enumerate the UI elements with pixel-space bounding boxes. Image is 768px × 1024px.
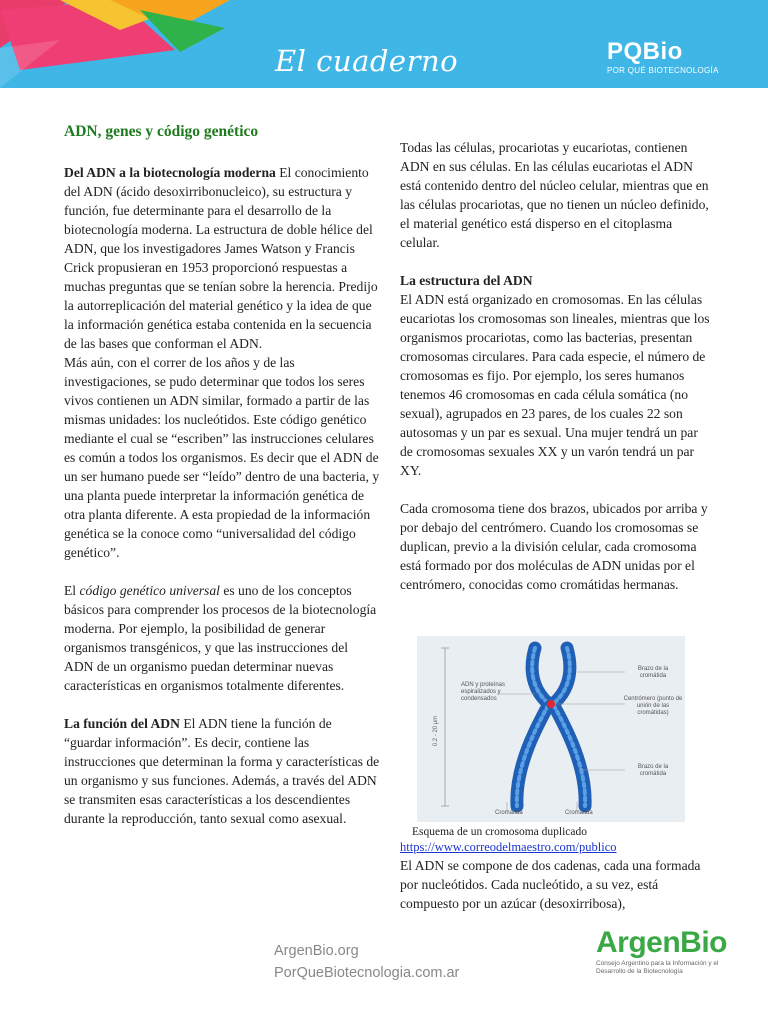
header-title: El cuaderno [275, 44, 459, 78]
article-heading: ADN, genes y código genético [64, 123, 259, 140]
paragraph-text: El ADN tiene la función de “guardar información”. Es decir, contiene las instrucciones que determinan la forma y características de un organismo y sus funciones. Además, a través del ADN se transmiten esas características a los descendientes durante la reproducción, tanto sexual como asexual. [64, 716, 380, 826]
paragraph-text: El [64, 583, 80, 598]
footer-site-argenbio[interactable]: ArgenBio.org [274, 943, 359, 959]
source-link[interactable]: https://www.correodelmaestro.com/publico [400, 840, 617, 854]
logo-sub-text: POR QUÉ BIOTECNOLOGÍA [607, 66, 719, 75]
paragraph [64, 714, 380, 828]
label-brazo-top: Brazo de la cromátida [637, 666, 669, 679]
paragraph: Cada cromosoma tiene dos brazos, ubicados por arriba y por debajo del centrómero. Cuando los cromosomas se duplican, previo a la división celular, cada cromosoma está formado por dos moléculas de ADN unidas por el centrómero, conocidas como cromátidas hermanas. [400, 501, 708, 592]
header-banner [0, 0, 768, 88]
decorative-shapes [0, 0, 240, 88]
section-heading: La estructura del ADN [400, 273, 533, 288]
scale-label: 0.2 - 20 µm [433, 715, 439, 747]
chromosome-illustration [417, 636, 685, 822]
argenbio-logo [596, 926, 736, 976]
argenbio-brand: ArgenBio [596, 926, 727, 959]
column-right [400, 138, 710, 594]
paragraph-text: El conocimiento del ADN (ácido desoxirribonucleico), su estructura y función, fue determinante para el desarrollo de la biotecnología moderna. La estructura de doble hélice del ADN, que los investigadores James Watson y Francis Crick propusieran en 1953 proporcionó respuestas a muchas preguntas que se tenían sobre la herencia. Predijo la autorreplicación del material genético y la idea de que la información genética estaba contenida en la secuencia de las bases que conforman el ADN. [64, 165, 378, 351]
paragraph [64, 581, 380, 695]
footer-sites [274, 940, 459, 984]
footer-site-pqbio[interactable]: PorQueBiotecnologia.com.ar [274, 965, 460, 981]
column-left [64, 163, 380, 828]
paragraph: El ADN se compone de dos cadenas, cada una formada por nucleótidos. Cada nucleótido, a su vez, está compuesto por un azúcar (desoxirribosa), [400, 858, 701, 911]
paragraph [64, 163, 380, 353]
pqbio-logo [607, 40, 719, 75]
centromere-dot [547, 700, 555, 708]
figure-caption: Esquema de un cromosoma duplicado [412, 826, 588, 838]
paragraph: Más aún, con el correr de los años y de las investigaciones, se pudo determinar que todos los seres vivos contienen un ADN similar, formado a partir de las mismas unidades: los nucleótidos. Este código genético mediante el cual se “escriben” las instrucciones celulares es común a todos los organismos. Es decir que el ADN de un ser humano puede ser “leído” dentro de una bacteria, y una planta puede interpretar la información genética de otra planta diferente. A esta propiedad de la información genética se la conoce como “universalidad del código genético”. [64, 355, 380, 560]
label-centromero: Centrómero (punto de unión de las cromátidas) [623, 696, 683, 716]
section-heading: Del ADN a la biotecnología moderna [64, 165, 276, 180]
column-right-bottom [400, 856, 710, 913]
emphasis-text: código genético universal [79, 583, 220, 598]
paragraph-text: es uno de los conceptos básicos para comprender los procesos de la biotecnología moderna. Por ejemplo, la posibilidad de generar organismos transgénicos, y que las instrucciones del ADN de un organismo puedan determinar nuevas características en organismos totalmente diferentes. [64, 583, 377, 693]
label-brazo-bottom: Brazo de la cromátida [637, 764, 669, 777]
label-cromatida-left: Cromátida [495, 810, 523, 816]
paragraph: El ADN está organizado en cromosomas. En las células eucariotas los cromosomas son lineales, mientras que los organismos procariotas, como las bacterias, presentan cromosomas circulares. Para cada especie, el número de cromosomas es fijo. Por ejemplo, los seres humanos tenemos 46 cromosomas en cada célula somática (no sexual), agrupados en 23 pares, de los cuales 22 son autosomas y un par es sexual. Una mujer tendrá un par de cromosomas sexuales XX y un varón tendrá un par XY. [400, 292, 710, 478]
label-adn: ADN y proteínas espiralizados y condensados [461, 682, 506, 702]
section-heading: La función del ADN [64, 716, 180, 731]
chromosome-figure [417, 636, 685, 822]
argenbio-subtitle: Consejo Argentino para la Información y el Desarrollo de la Biotecnología [596, 960, 719, 975]
logo-main-text: PQBio [607, 38, 683, 65]
label-cromatida-right: Cromátida [565, 810, 593, 816]
paragraph: Todas las células, procariotas y eucariotas, contienen ADN en sus células. En las células eucariotas el ADN está contenido dentro del núcleo celular, mientras que en las células procariotas, que no tienen un núcleo definido, el material genético está disperso en el citoplasma celular. [400, 140, 709, 250]
